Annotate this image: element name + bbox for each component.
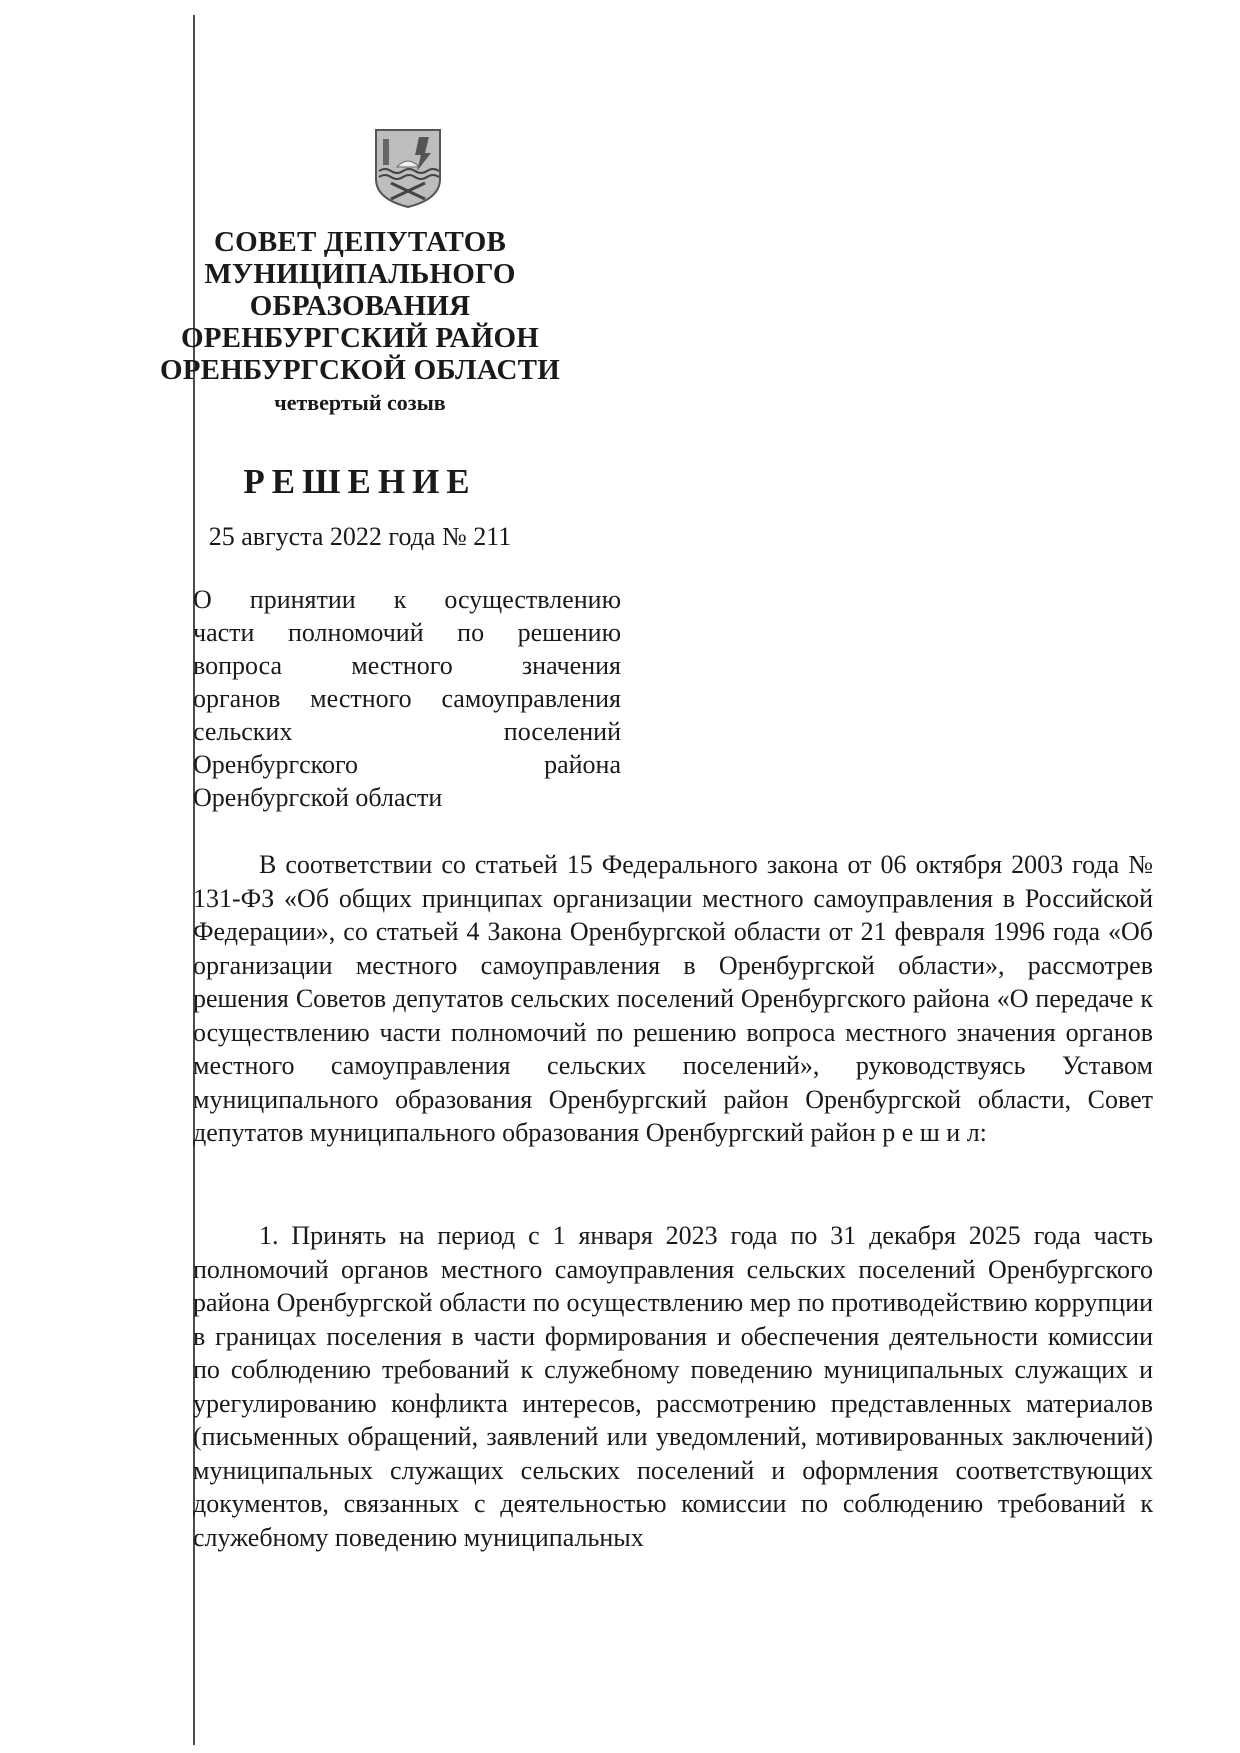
header-org-line: МУНИЦИПАЛЬНОГО (204, 258, 516, 290)
subject-line: О принятии к осуществлению (193, 585, 621, 614)
header-org-line: СОВЕТ ДЕПУТАТОВ (213, 226, 507, 258)
council-header (150, 226, 570, 418)
decision-subject (193, 583, 621, 814)
header-org-line: ОРЕНБУРГСКИЙ РАЙОН (181, 322, 539, 354)
decision-date-number: 25 августа 2022 года № 211 (208, 522, 512, 551)
preamble-paragraph: В соответствии со статьей 15 Федерального закона от 06 октября 2003 года № 131-ФЗ «Об общих принципах организации местного самоуправления в Российской Федерации», со статьей 4 Закона Оренбургской области от 21 февраля 1996 года «Об организации местного самоуправления в Оренбургской области», рассмотрев решения Советов депутатов сельских поселений Оренбургского района «О передаче к осуществлению части полномочий по решению вопроса местного значения органов местного самоуправления сельских поселений», руководствуясь Уставом муниципального образования Оренбургский район Оренбургской области, Совет депутатов муниципального образования Оренбургский район р е ш и л: (193, 850, 1153, 1147)
subject-line: Оренбургской области (193, 783, 443, 812)
convocation-label: четвертый созыв (274, 390, 446, 415)
document-type-title: РЕШЕНИЕ (243, 462, 477, 501)
header-org-line: ОРЕНБУРГСКОЙ ОБЛАСТИ (160, 354, 560, 386)
coat-of-arms-icon (373, 127, 443, 209)
subject-line: органов местного самоуправления (193, 684, 621, 713)
clause-paragraph: 1. Принять на период с 1 января 2023 года по 31 декабря 2025 года часть полномочий органов местного самоуправления сельских поселений Оренбургского района Оренбургской области по осуществлению мер по противодействию коррупции в границах поселения в части формирования и обеспечения деятельности комиссии по соблюдению требований к служебному поведению муниципальных служащих и урегулированию конфликта интересов, рассмотрению представленных материалов (письменных обращений, заявлений или уведомлений, мотивированных заключений) муниципальных служащих сельских поселений и оформления соответствующих документов, связанных с деятельностью комиссии по соблюдению требований к служебному поведению муниципальных (193, 1221, 1153, 1552)
subject-line: части полномочий по решению (193, 618, 621, 647)
subject-line: сельских поселений (193, 717, 621, 746)
subject-line: вопроса местного значения (193, 651, 621, 680)
subject-line: Оренбургского района (193, 750, 621, 779)
header-org-line: ОБРАЗОВАНИЯ (249, 290, 471, 322)
